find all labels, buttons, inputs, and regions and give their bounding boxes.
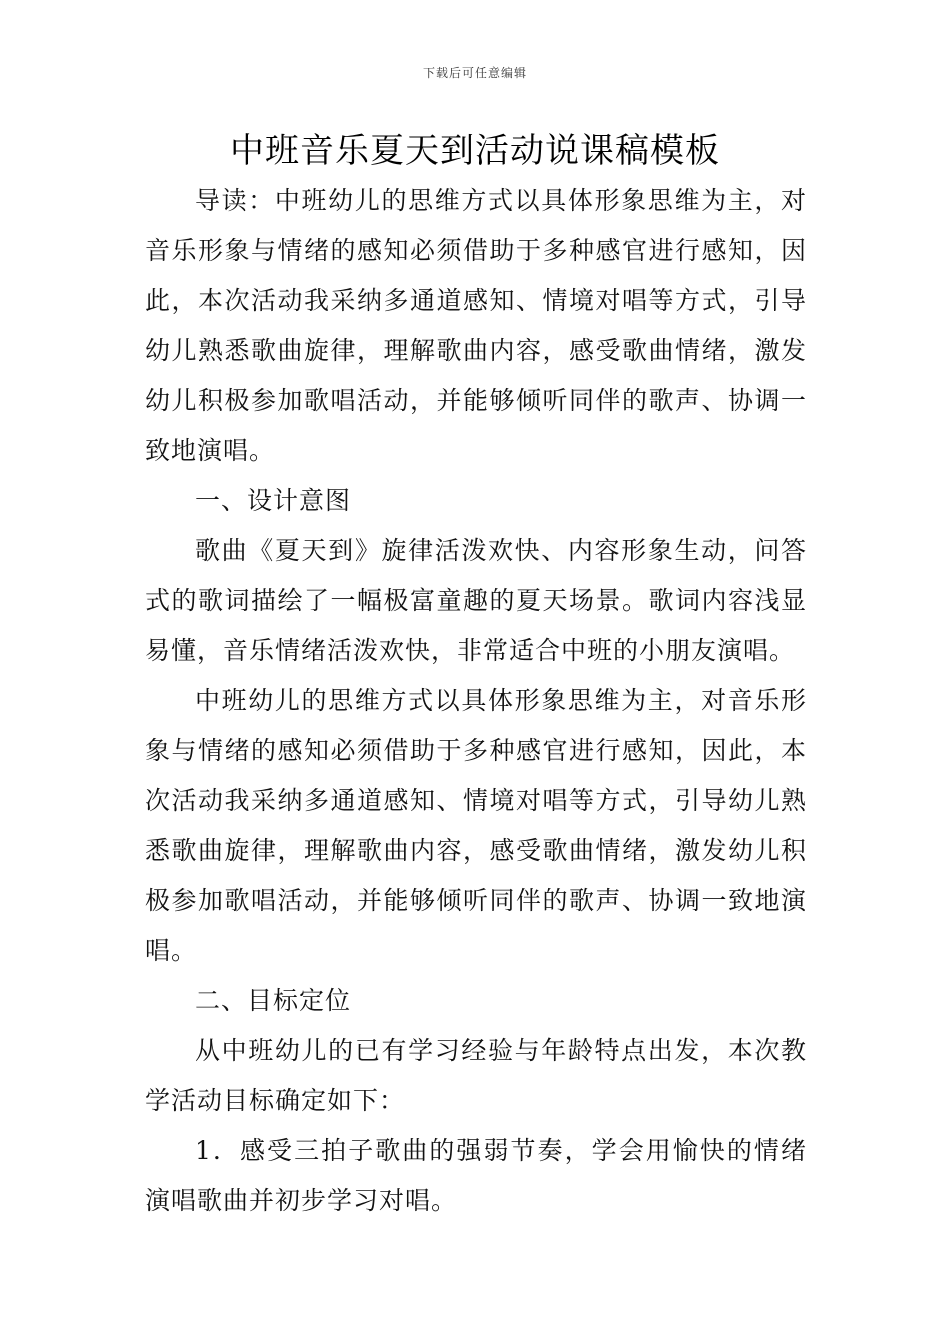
design-intent-paragraph-2: 中班幼儿的思维方式以具体形象思维为主，对音乐形象与情绪的感知必须借助于多种感官进行感知，因此，本次活动我采纳多通道感知、情境对唱等方式，引导幼儿熟悉歌曲旋律，理解歌曲内容，感受歌曲情绪，激发幼儿积极参加歌唱活动，并能够倾听同伴的歌声、协调一致地演唱。 bbox=[145, 686, 807, 965]
section-heading-design-intent: 一、设计意图 bbox=[195, 486, 352, 515]
document-title: 中班音乐夏天到活动说课稿模板 bbox=[230, 131, 720, 171]
goal-item-1: 1．感受三拍子歌曲的强弱节奏，学会用愉快的情绪演唱歌曲并初步学习对唱。 bbox=[145, 1136, 807, 1215]
document-body bbox=[145, 176, 807, 1226]
section-heading-goals: 二、目标定位 bbox=[195, 986, 352, 1015]
intro-paragraph: 导读：中班幼儿的思维方式以具体形象思维为主，对音乐形象与情绪的感知必须借助于多种感官进行感知，因此，本次活动我采纳多通道感知、情境对唱等方式，引导幼儿熟悉歌曲旋律，理解歌曲内容，感受歌曲情绪，激发幼儿积极参加歌唱活动，并能够倾听同伴的歌声、协调一致地演唱。 bbox=[145, 186, 807, 465]
goals-paragraph: 从中班幼儿的已有学习经验与年龄特点出发，本次教学活动目标确定如下： bbox=[145, 1036, 807, 1115]
design-intent-paragraph-1: 歌曲《夏天到》旋律活泼欢快、内容形象生动，问答式的歌词描绘了一幅极富童趣的夏天场景。歌词内容浅显易懂，音乐情绪活泼欢快，非常适合中班的小朋友演唱。 bbox=[145, 536, 807, 665]
header-note: 下载后可任意编辑 bbox=[422, 66, 527, 80]
